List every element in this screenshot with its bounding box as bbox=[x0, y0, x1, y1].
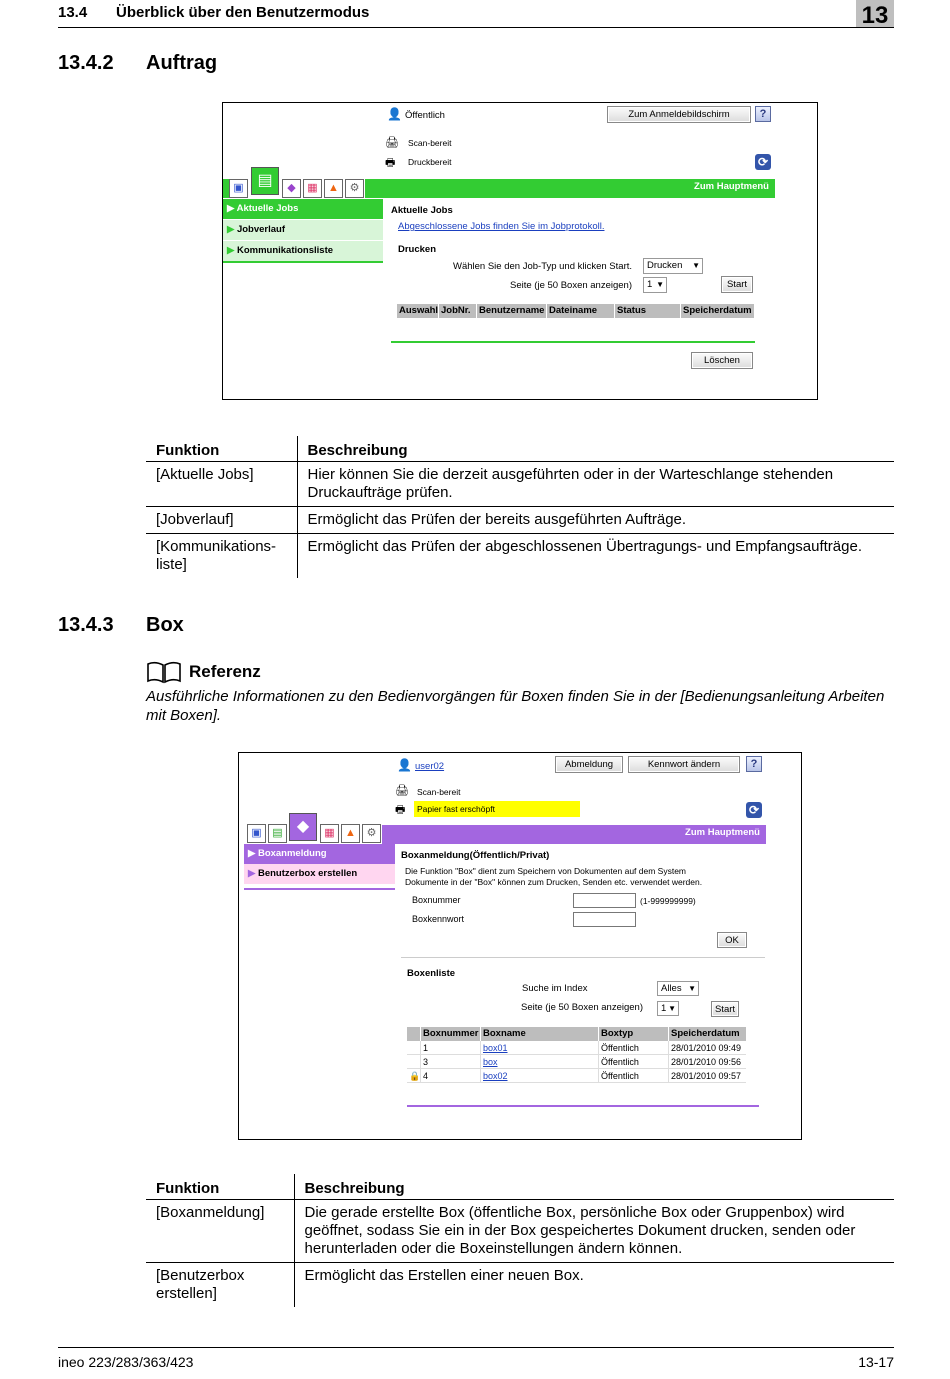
status-scan: Scan-bereit bbox=[408, 138, 452, 148]
book-icon bbox=[146, 660, 182, 684]
page-footer bbox=[58, 1347, 894, 1377]
tab-settings-icon[interactable]: ⚙ bbox=[345, 179, 364, 198]
box-name-link[interactable]: box01 bbox=[483, 1043, 508, 1053]
content-divider-thin bbox=[401, 957, 765, 958]
box-name-link[interactable]: box bbox=[483, 1057, 498, 1067]
box-type: Öffentlich bbox=[599, 1041, 669, 1055]
box-name-cell bbox=[481, 1055, 599, 1069]
col-username[interactable]: Benutzername bbox=[477, 304, 547, 318]
col-date[interactable]: Speicherdatum bbox=[683, 305, 752, 316]
th-description: Beschreibung bbox=[297, 436, 894, 462]
box-number: 3 bbox=[421, 1055, 481, 1069]
menu-item-create-user-box[interactable]: ▶ Benutzerbox erstellen bbox=[244, 864, 395, 884]
table-header-row bbox=[146, 436, 894, 462]
chevron-down-icon: ▼ bbox=[668, 1004, 676, 1013]
th-function: Funktion bbox=[146, 436, 297, 462]
menu-divider bbox=[223, 261, 383, 263]
table-row[interactable] bbox=[407, 1069, 746, 1083]
scanner-icon: 🖨 bbox=[385, 137, 399, 149]
user-icon: 👤 bbox=[397, 758, 412, 772]
chevron-down-icon: ▼ bbox=[692, 261, 700, 270]
menu-item-label: Benutzerbox erstellen bbox=[257, 868, 358, 879]
box-number: 4 bbox=[421, 1069, 481, 1083]
box-type: Öffentlich bbox=[599, 1055, 669, 1069]
menu-item-label: Kommunikationsliste bbox=[236, 245, 334, 256]
box-number: 1 bbox=[421, 1041, 481, 1055]
menu-item-box-login[interactable]: ▶ Boxanmeldung bbox=[244, 844, 395, 864]
th-description: Beschreibung bbox=[294, 1174, 894, 1200]
scanner-icon: 🖨 bbox=[395, 785, 409, 797]
table-row[interactable] bbox=[407, 1055, 746, 1069]
col-lock bbox=[407, 1027, 421, 1041]
box-name-cell bbox=[481, 1041, 599, 1055]
user-icon: 👤 bbox=[387, 107, 402, 121]
chevron-down-icon: ▼ bbox=[688, 984, 696, 993]
change-password-button[interactable]: Kennwort ändern bbox=[628, 756, 740, 773]
description-line-2: Dokumente in der "Box" können zum Drucken, Senden etc. verwendet werden. bbox=[405, 877, 703, 887]
page-select[interactable] bbox=[643, 277, 667, 293]
main-menu-bar bbox=[382, 825, 766, 844]
box-number-label: Boxnummer bbox=[412, 895, 461, 905]
tab-address-icon[interactable]: ▲ bbox=[324, 179, 343, 198]
box-table-header bbox=[407, 1027, 746, 1041]
table-row[interactable] bbox=[407, 1041, 746, 1055]
table-row bbox=[146, 1263, 894, 1308]
tab-job-icon[interactable]: ▣ bbox=[229, 179, 248, 198]
index-value: Alles bbox=[661, 983, 682, 994]
col-auswahl[interactable]: Auswahl bbox=[399, 305, 439, 316]
table-row bbox=[146, 507, 894, 534]
cell-function: [Jobverlauf] bbox=[146, 507, 297, 534]
bar-left-segment bbox=[223, 179, 229, 198]
box-date: 28/01/2010 09:57 bbox=[671, 1071, 742, 1081]
tab-settings-icon[interactable]: ⚙ bbox=[362, 824, 381, 843]
cell-function: [Aktuelle Jobs] bbox=[146, 462, 297, 507]
start-button[interactable]: Start bbox=[721, 276, 753, 293]
screenshot-box bbox=[238, 752, 802, 1140]
page-label: Seite (je 50 Boxen anzeigen) bbox=[510, 280, 632, 291]
col-box-type[interactable]: Boxtyp bbox=[599, 1027, 669, 1041]
content-title: Boxanmeldung(Öffentlich/Privat) bbox=[401, 850, 550, 861]
function-table-box bbox=[146, 1174, 894, 1307]
page-select[interactable] bbox=[657, 1001, 679, 1016]
box-date: 28/01/2010 09:56 bbox=[671, 1057, 742, 1067]
footer-page-number: 13-17 bbox=[858, 1354, 894, 1370]
cell-description: Ermöglicht das Prüfen der bereits ausgeführten Aufträge. bbox=[297, 507, 894, 534]
menu-item-communication-list[interactable]: ▶ Kommunikationsliste bbox=[223, 241, 383, 261]
main-menu-bar bbox=[365, 179, 775, 198]
box-name-link[interactable]: box02 bbox=[483, 1071, 508, 1081]
col-jobnr[interactable]: JobNr. bbox=[439, 304, 477, 318]
help-icon[interactable]: ? bbox=[746, 756, 762, 772]
subheading-print: Drucken bbox=[398, 244, 437, 255]
chapter-badge: 13 bbox=[856, 0, 894, 27]
table-row bbox=[146, 462, 894, 507]
delete-button[interactable]: Löschen bbox=[691, 352, 753, 369]
box-password-label: Boxkennwort bbox=[412, 914, 465, 924]
status-paper: Papier fast erschöpft bbox=[417, 804, 495, 814]
cell-description: Die gerade erstellte Box (öffentliche Box, persönliche Box oder Gruppenbox) wird geöffnet, sodass Sie ein in der Box gespeichertes Dokument drucken, senden oder herunterladen oder die Boxeinstellungen ändern können. bbox=[294, 1200, 894, 1263]
ok-button[interactable]: OK bbox=[717, 932, 747, 948]
footer-model: ineo 223/283/363/423 bbox=[58, 1354, 194, 1370]
tab-print-icon[interactable]: ▦ bbox=[320, 824, 339, 843]
content-title: Aktuelle Jobs bbox=[391, 205, 453, 216]
content-divider bbox=[391, 341, 755, 343]
table-row bbox=[146, 1200, 894, 1263]
menu-item-label: Boxanmeldung bbox=[257, 848, 327, 859]
box-number-range: (1-999999999) bbox=[640, 896, 696, 906]
printer-icon: 🖶 bbox=[385, 157, 396, 169]
tab-address-icon[interactable]: ▲ bbox=[341, 824, 360, 843]
tab-print-icon[interactable]: ▦ bbox=[303, 179, 322, 198]
cell-description: Ermöglicht das Erstellen einer neuen Box. bbox=[304, 1267, 584, 1284]
function-table-auftrag bbox=[146, 436, 894, 578]
login-screen-button[interactable]: Zum Anmeldebildschirm bbox=[607, 106, 751, 123]
cell-description: Ermöglicht das Prüfen der abgeschlossenen Übertragungs- und Empfangsaufträge. bbox=[307, 538, 862, 555]
cell-function: [Benutzerbox erstellen] bbox=[146, 1263, 294, 1308]
header-section-number: 13.4 bbox=[58, 4, 88, 21]
table-header-row bbox=[146, 1174, 894, 1200]
page-value: 1 bbox=[647, 279, 653, 290]
chevron-down-icon: ▼ bbox=[656, 280, 664, 289]
main-menu-link[interactable]: Zum Hauptmenü bbox=[694, 181, 769, 192]
box-password-input[interactable] bbox=[573, 912, 636, 927]
index-label: Suche im Index bbox=[522, 983, 588, 994]
menu-item-job-history[interactable]: ▶ Jobverlauf bbox=[223, 220, 383, 240]
reference-text: Ausführliche Informationen zu den Bedienvorgängen für Boxen finden Sie in der [Bedienungsanleitung Arbeiten mit Boxen]. bbox=[146, 688, 885, 724]
job-type-value: Drucken bbox=[647, 260, 683, 271]
cell-function: [Boxanmeldung] bbox=[146, 1200, 294, 1263]
cell-description: Hier können Sie die derzeit ausgeführten oder in der Warteschlange stehenden Druckaufträge prüfen. bbox=[297, 462, 894, 507]
tab-box-icon[interactable]: ◆ bbox=[282, 179, 301, 198]
lock-cell bbox=[407, 1055, 421, 1069]
box-type: Öffentlich bbox=[599, 1069, 669, 1083]
th-function: Funktion bbox=[146, 1174, 294, 1200]
printer-icon: 🖶 bbox=[395, 804, 406, 816]
page-header bbox=[58, 0, 894, 28]
refresh-icon[interactable]: ⟳ bbox=[746, 802, 762, 818]
job-type-select[interactable] bbox=[643, 258, 703, 274]
user-label: Öffentlich bbox=[405, 110, 445, 121]
page-value: 1 bbox=[661, 1003, 667, 1014]
status-print: Druckbereit bbox=[408, 157, 452, 167]
main-menu-link[interactable]: Zum Hauptmenü bbox=[685, 827, 760, 838]
description-line-1: Die Funktion "Box" dient zum Speichern von Dokumenten auf dem System bbox=[405, 866, 687, 876]
screenshot-auftrag bbox=[222, 102, 818, 400]
section-number: 13.4.3 bbox=[58, 614, 114, 636]
box-list-title: Boxenliste bbox=[407, 968, 456, 979]
logout-button[interactable]: Abmeldung bbox=[555, 756, 623, 773]
job-log-link[interactable]: Abgeschlossene Jobs finden Sie im Jobprotokoll. bbox=[398, 221, 605, 232]
reference-title: Referenz bbox=[189, 662, 261, 681]
index-select[interactable] bbox=[657, 981, 699, 996]
col-date[interactable]: Speicherdatum bbox=[671, 1028, 740, 1039]
page-label: Seite (je 50 Boxen anzeigen) bbox=[521, 1002, 643, 1013]
start-button[interactable]: Start bbox=[711, 1001, 739, 1017]
menu-divider bbox=[244, 888, 395, 890]
box-date: 28/01/2010 09:49 bbox=[671, 1043, 742, 1053]
header-section-title: Überblick über den Benutzermodus bbox=[116, 4, 370, 21]
table-row bbox=[146, 534, 894, 579]
user-label[interactable]: user02 bbox=[415, 761, 445, 772]
col-box-name[interactable]: Boxname bbox=[481, 1027, 599, 1041]
section-number: 13.4.2 bbox=[58, 52, 114, 74]
job-type-label: Wählen Sie den Job-Typ und klicken Start. bbox=[453, 261, 633, 272]
refresh-icon[interactable]: ⟳ bbox=[755, 154, 771, 170]
job-table-header bbox=[397, 304, 754, 318]
help-icon[interactable]: ? bbox=[755, 106, 771, 122]
col-status[interactable]: Status bbox=[615, 304, 681, 318]
cell-function: [Kommunikations-liste] bbox=[146, 534, 297, 579]
status-scan: Scan-bereit bbox=[417, 787, 461, 797]
box-name-cell bbox=[481, 1069, 599, 1083]
lock-icon: 🔒 bbox=[409, 1071, 421, 1081]
col-filename[interactable]: Dateiname bbox=[547, 304, 615, 318]
content-divider bbox=[407, 1105, 759, 1107]
tab-job-icon[interactable]: ▣ bbox=[247, 824, 266, 843]
tab-auftrag-icon[interactable]: ▤ bbox=[268, 824, 287, 843]
lock-cell bbox=[407, 1041, 421, 1055]
box-number-input[interactable] bbox=[573, 893, 636, 908]
menu-item-current-jobs[interactable]: ▶ Aktuelle Jobs bbox=[223, 199, 383, 219]
menu-item-label: Jobverlauf bbox=[236, 224, 285, 235]
warning-highlight bbox=[414, 801, 580, 817]
section-title: Auftrag bbox=[146, 52, 218, 74]
section-title: Box bbox=[146, 614, 184, 636]
tab-auftrag-icon[interactable]: ▤ bbox=[251, 167, 279, 195]
col-box-number[interactable]: Boxnummer bbox=[421, 1027, 481, 1041]
menu-item-label: Aktuelle Jobs bbox=[236, 203, 299, 214]
tab-box-icon[interactable]: ◆ bbox=[289, 813, 317, 841]
